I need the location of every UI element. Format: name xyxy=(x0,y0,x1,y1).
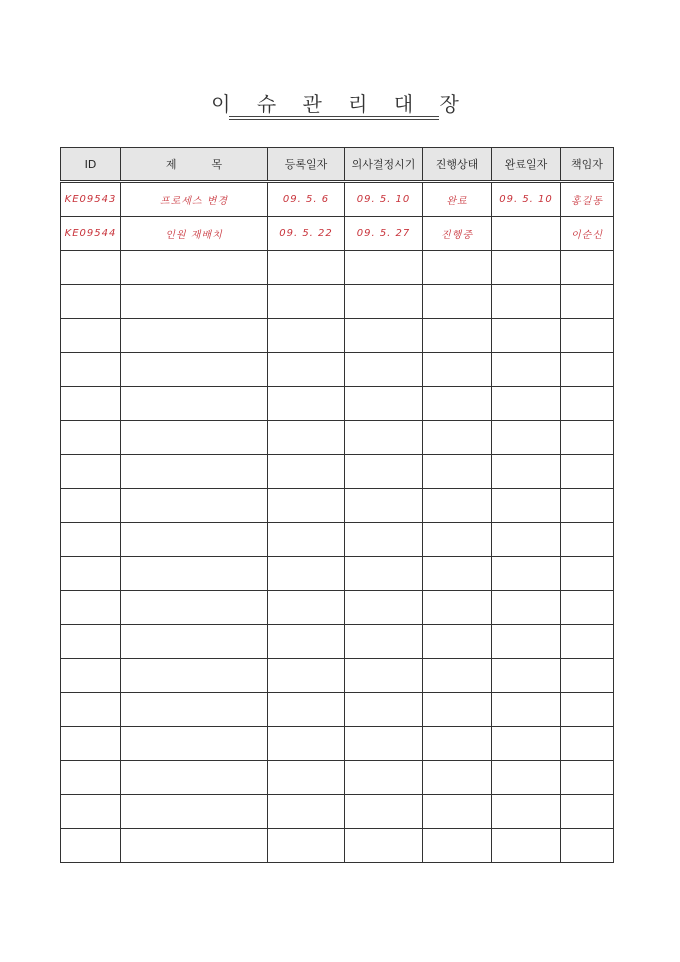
cell-id xyxy=(61,319,121,353)
cell-registered xyxy=(268,489,345,523)
cell-registered xyxy=(268,285,345,319)
cell-decision xyxy=(345,353,423,387)
cell-completed xyxy=(492,659,561,693)
cell-completed xyxy=(492,557,561,591)
cell-title xyxy=(121,761,268,795)
cell-title xyxy=(121,421,268,455)
header-row xyxy=(61,148,614,182)
cell-completed xyxy=(492,387,561,421)
cell-registered xyxy=(268,523,345,557)
cell-registered xyxy=(268,387,345,421)
cell-completed xyxy=(492,353,561,387)
cell-completed xyxy=(492,455,561,489)
cell-owner xyxy=(561,421,614,455)
cell-title xyxy=(121,523,268,557)
cell-completed xyxy=(492,829,561,863)
cell-decision xyxy=(345,795,423,829)
empty-table-row xyxy=(61,591,614,625)
empty-table-row xyxy=(61,421,614,455)
cell-status xyxy=(423,795,492,829)
cell-completed xyxy=(492,795,561,829)
cell-owner xyxy=(561,353,614,387)
cell-status xyxy=(423,727,492,761)
empty-table-row xyxy=(61,659,614,693)
cell-status xyxy=(423,489,492,523)
cell-status: 진행중 xyxy=(423,217,492,251)
cell-owner xyxy=(561,387,614,421)
cell-status xyxy=(423,829,492,863)
cell-id xyxy=(61,761,121,795)
cell-status xyxy=(423,557,492,591)
empty-table-row xyxy=(61,795,614,829)
cell-title xyxy=(121,319,268,353)
header-id: ID xyxy=(61,148,121,182)
document-title: 이 슈 관 리 대 장 xyxy=(211,92,469,116)
empty-table-row xyxy=(61,319,614,353)
cell-completed xyxy=(492,761,561,795)
cell-registered xyxy=(268,353,345,387)
cell-decision xyxy=(345,693,423,727)
header-owner: 책임자 xyxy=(561,148,614,182)
cell-owner: 이순신 xyxy=(561,217,614,251)
cell-title xyxy=(121,557,268,591)
empty-table-row xyxy=(61,455,614,489)
table-row xyxy=(61,182,614,217)
empty-table-row xyxy=(61,489,614,523)
cell-registered xyxy=(268,591,345,625)
cell-registered xyxy=(268,455,345,489)
cell-title xyxy=(121,659,268,693)
cell-id xyxy=(61,387,121,421)
cell-owner xyxy=(561,591,614,625)
cell-decision xyxy=(345,285,423,319)
cell-registered xyxy=(268,761,345,795)
cell-owner xyxy=(561,761,614,795)
cell-title xyxy=(121,489,268,523)
cell-owner xyxy=(561,795,614,829)
cell-status xyxy=(423,285,492,319)
issue-ledger-table xyxy=(60,147,614,863)
header-registered-date: 등록일자 xyxy=(268,148,345,182)
empty-table-row xyxy=(61,353,614,387)
cell-registered xyxy=(268,625,345,659)
cell-id xyxy=(61,455,121,489)
cell-owner: 홍길동 xyxy=(561,182,614,217)
cell-completed xyxy=(492,285,561,319)
cell-status: 완료 xyxy=(423,182,492,217)
cell-id xyxy=(61,829,121,863)
cell-owner xyxy=(561,455,614,489)
cell-status xyxy=(423,387,492,421)
empty-table-row xyxy=(61,693,614,727)
cell-title xyxy=(121,829,268,863)
cell-id xyxy=(61,591,121,625)
cell-title xyxy=(121,693,268,727)
cell-status xyxy=(423,421,492,455)
title-underline-bottom xyxy=(229,119,439,120)
cell-registered xyxy=(268,421,345,455)
cell-decision xyxy=(345,523,423,557)
cell-owner xyxy=(561,727,614,761)
cell-decision xyxy=(345,659,423,693)
cell-completed xyxy=(492,251,561,285)
cell-registered xyxy=(268,557,345,591)
cell-status xyxy=(423,591,492,625)
cell-decision xyxy=(345,727,423,761)
empty-table-row xyxy=(61,523,614,557)
cell-completed: 09. 5. 10 xyxy=(492,182,561,217)
header-decision-timing: 의사결정시기 xyxy=(345,148,423,182)
cell-title xyxy=(121,591,268,625)
cell-id xyxy=(61,523,121,557)
cell-decision xyxy=(345,557,423,591)
cell-registered: 09. 5. 22 xyxy=(268,217,345,251)
cell-completed xyxy=(492,693,561,727)
title-underline-top xyxy=(229,116,439,117)
cell-owner xyxy=(561,659,614,693)
cell-status xyxy=(423,523,492,557)
cell-status xyxy=(423,455,492,489)
cell-decision xyxy=(345,319,423,353)
cell-status xyxy=(423,761,492,795)
cell-title xyxy=(121,285,268,319)
cell-title xyxy=(121,727,268,761)
empty-table-row xyxy=(61,387,614,421)
table-row xyxy=(61,217,614,251)
cell-decision: 09. 5. 10 xyxy=(345,182,423,217)
header-title: 제 목 xyxy=(121,148,268,182)
empty-table-row xyxy=(61,625,614,659)
cell-title: 프로세스 변경 xyxy=(121,182,268,217)
cell-completed xyxy=(492,319,561,353)
empty-table-row xyxy=(61,727,614,761)
cell-id: KE09543 xyxy=(61,182,121,217)
cell-title: 인원 재배치 xyxy=(121,217,268,251)
cell-registered xyxy=(268,795,345,829)
cell-id xyxy=(61,795,121,829)
cell-registered xyxy=(268,829,345,863)
cell-registered: 09. 5. 6 xyxy=(268,182,345,217)
cell-owner xyxy=(561,625,614,659)
cell-status xyxy=(423,625,492,659)
empty-table-row xyxy=(61,251,614,285)
cell-owner xyxy=(561,557,614,591)
cell-completed xyxy=(492,217,561,251)
cell-status xyxy=(423,251,492,285)
cell-title xyxy=(121,455,268,489)
cell-decision xyxy=(345,625,423,659)
cell-completed xyxy=(492,489,561,523)
cell-owner xyxy=(561,523,614,557)
cell-decision xyxy=(345,421,423,455)
cell-owner xyxy=(561,829,614,863)
cell-id: KE09544 xyxy=(61,217,121,251)
cell-title xyxy=(121,795,268,829)
cell-status xyxy=(423,693,492,727)
cell-title xyxy=(121,625,268,659)
cell-decision xyxy=(345,829,423,863)
cell-owner xyxy=(561,693,614,727)
cell-decision xyxy=(345,387,423,421)
cell-id xyxy=(61,251,121,285)
cell-completed xyxy=(492,421,561,455)
cell-id xyxy=(61,557,121,591)
header-progress-status: 진행상태 xyxy=(423,148,492,182)
cell-registered xyxy=(268,727,345,761)
cell-id xyxy=(61,421,121,455)
cell-id xyxy=(61,353,121,387)
cell-status xyxy=(423,353,492,387)
empty-table-row xyxy=(61,557,614,591)
cell-title xyxy=(121,353,268,387)
cell-decision xyxy=(345,761,423,795)
cell-title xyxy=(121,251,268,285)
cell-registered xyxy=(268,251,345,285)
empty-table-row xyxy=(61,829,614,863)
cell-id xyxy=(61,693,121,727)
cell-title xyxy=(121,387,268,421)
cell-owner xyxy=(561,489,614,523)
cell-completed xyxy=(492,591,561,625)
cell-decision: 09. 5. 27 xyxy=(345,217,423,251)
cell-status xyxy=(423,319,492,353)
empty-table-row xyxy=(61,285,614,319)
cell-completed xyxy=(492,523,561,557)
cell-status xyxy=(423,659,492,693)
cell-decision xyxy=(345,251,423,285)
cell-owner xyxy=(561,319,614,353)
cell-id xyxy=(61,659,121,693)
cell-owner xyxy=(561,251,614,285)
cell-owner xyxy=(561,285,614,319)
empty-table-row xyxy=(61,761,614,795)
cell-id xyxy=(61,625,121,659)
cell-id xyxy=(61,285,121,319)
cell-completed xyxy=(492,625,561,659)
cell-id xyxy=(61,727,121,761)
cell-decision xyxy=(345,455,423,489)
cell-registered xyxy=(268,693,345,727)
header-completed-date: 완료일자 xyxy=(492,148,561,182)
cell-id xyxy=(61,489,121,523)
cell-decision xyxy=(345,591,423,625)
cell-registered xyxy=(268,319,345,353)
cell-registered xyxy=(268,659,345,693)
cell-decision xyxy=(345,489,423,523)
cell-completed xyxy=(492,727,561,761)
